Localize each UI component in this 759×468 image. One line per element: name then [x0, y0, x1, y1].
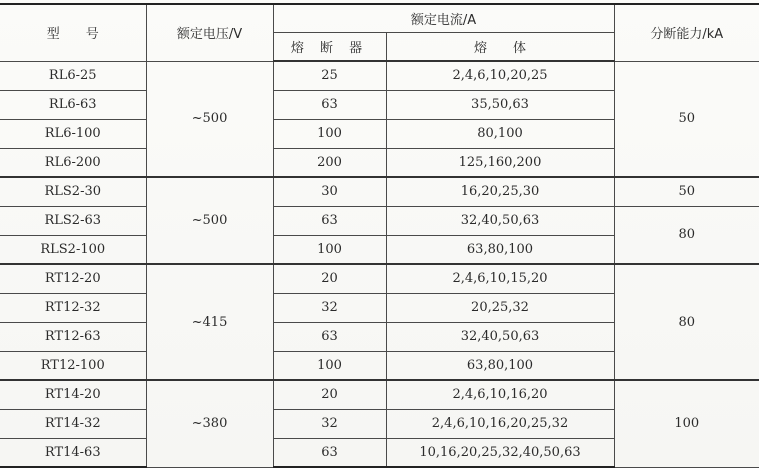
header-rated-current: 额定电流/A: [273, 4, 614, 32]
cell-fuse-holder: 25: [273, 61, 386, 90]
cell-model: RLS2-30: [0, 177, 146, 206]
cell-breaking: 50: [614, 177, 759, 206]
cell-fuse-link: 20,25,32: [386, 293, 614, 322]
header-model: 型 号: [0, 4, 146, 61]
cell-model: RT12-100: [0, 351, 146, 380]
cell-model: RT14-20: [0, 380, 146, 409]
cell-voltage: ~500: [146, 61, 273, 177]
cell-fuse-link: 125,160,200: [386, 148, 614, 177]
cell-fuse-link: 16,20,25,30: [386, 177, 614, 206]
cell-fuse-link: 2,4,6,10,16,20,25,32: [386, 409, 614, 438]
cell-model: RL6-25: [0, 61, 146, 90]
cell-breaking: 80: [614, 206, 759, 264]
header-rated-voltage: 额定电压/V: [146, 4, 273, 61]
cell-model: RL6-200: [0, 148, 146, 177]
cell-fuse-holder: 63: [273, 322, 386, 351]
cell-fuse-holder: 100: [273, 351, 386, 380]
cell-breaking: 80: [614, 264, 759, 380]
cell-voltage: ~415: [146, 264, 273, 380]
cell-breaking: 50: [614, 61, 759, 177]
cell-voltage: ~500: [146, 177, 273, 264]
header-breaking-capacity: 分断能力/kA: [614, 4, 759, 61]
cell-fuse-holder: 20: [273, 380, 386, 409]
cell-fuse-link: 80,100: [386, 119, 614, 148]
cell-fuse-link: 2,4,6,10,16,20: [386, 380, 614, 409]
cell-fuse-link: 32,40,50,63: [386, 206, 614, 235]
cell-breaking: 100: [614, 380, 759, 467]
fuse-spec-table: [0, 3, 759, 468]
cell-fuse-holder: 30: [273, 177, 386, 206]
cell-fuse-link: 32,40,50,63: [386, 322, 614, 351]
cell-fuse-holder: 63: [273, 90, 386, 119]
cell-fuse-holder: 32: [273, 409, 386, 438]
cell-fuse-holder: 100: [273, 119, 386, 148]
cell-fuse-link: 63,80,100: [386, 351, 614, 380]
cell-fuse-holder: 20: [273, 264, 386, 293]
cell-model: RT14-63: [0, 438, 146, 467]
cell-fuse-link: 63,80,100: [386, 235, 614, 264]
cell-fuse-holder: 63: [273, 206, 386, 235]
header-fuse-holder: 熔 断 器: [273, 32, 386, 61]
cell-fuse-link: 35,50,63: [386, 90, 614, 119]
cell-model: RLS2-100: [0, 235, 146, 264]
cell-fuse-holder: 100: [273, 235, 386, 264]
cell-fuse-holder: 32: [273, 293, 386, 322]
cell-fuse-holder: 200: [273, 148, 386, 177]
cell-model: RT12-20: [0, 264, 146, 293]
cell-fuse-holder: 63: [273, 438, 386, 467]
cell-model: RT12-63: [0, 322, 146, 351]
cell-voltage: ~380: [146, 380, 273, 467]
cell-model: RT12-32: [0, 293, 146, 322]
cell-fuse-link: 10,16,20,25,32,40,50,63: [386, 438, 614, 467]
cell-model: RT14-32: [0, 409, 146, 438]
cell-model: RLS2-63: [0, 206, 146, 235]
cell-model: RL6-63: [0, 90, 146, 119]
cell-fuse-link: 2,4,6,10,20,25: [386, 61, 614, 90]
cell-model: RL6-100: [0, 119, 146, 148]
header-fuse-link: 熔 体: [386, 32, 614, 61]
cell-fuse-link: 2,4,6,10,15,20: [386, 264, 614, 293]
